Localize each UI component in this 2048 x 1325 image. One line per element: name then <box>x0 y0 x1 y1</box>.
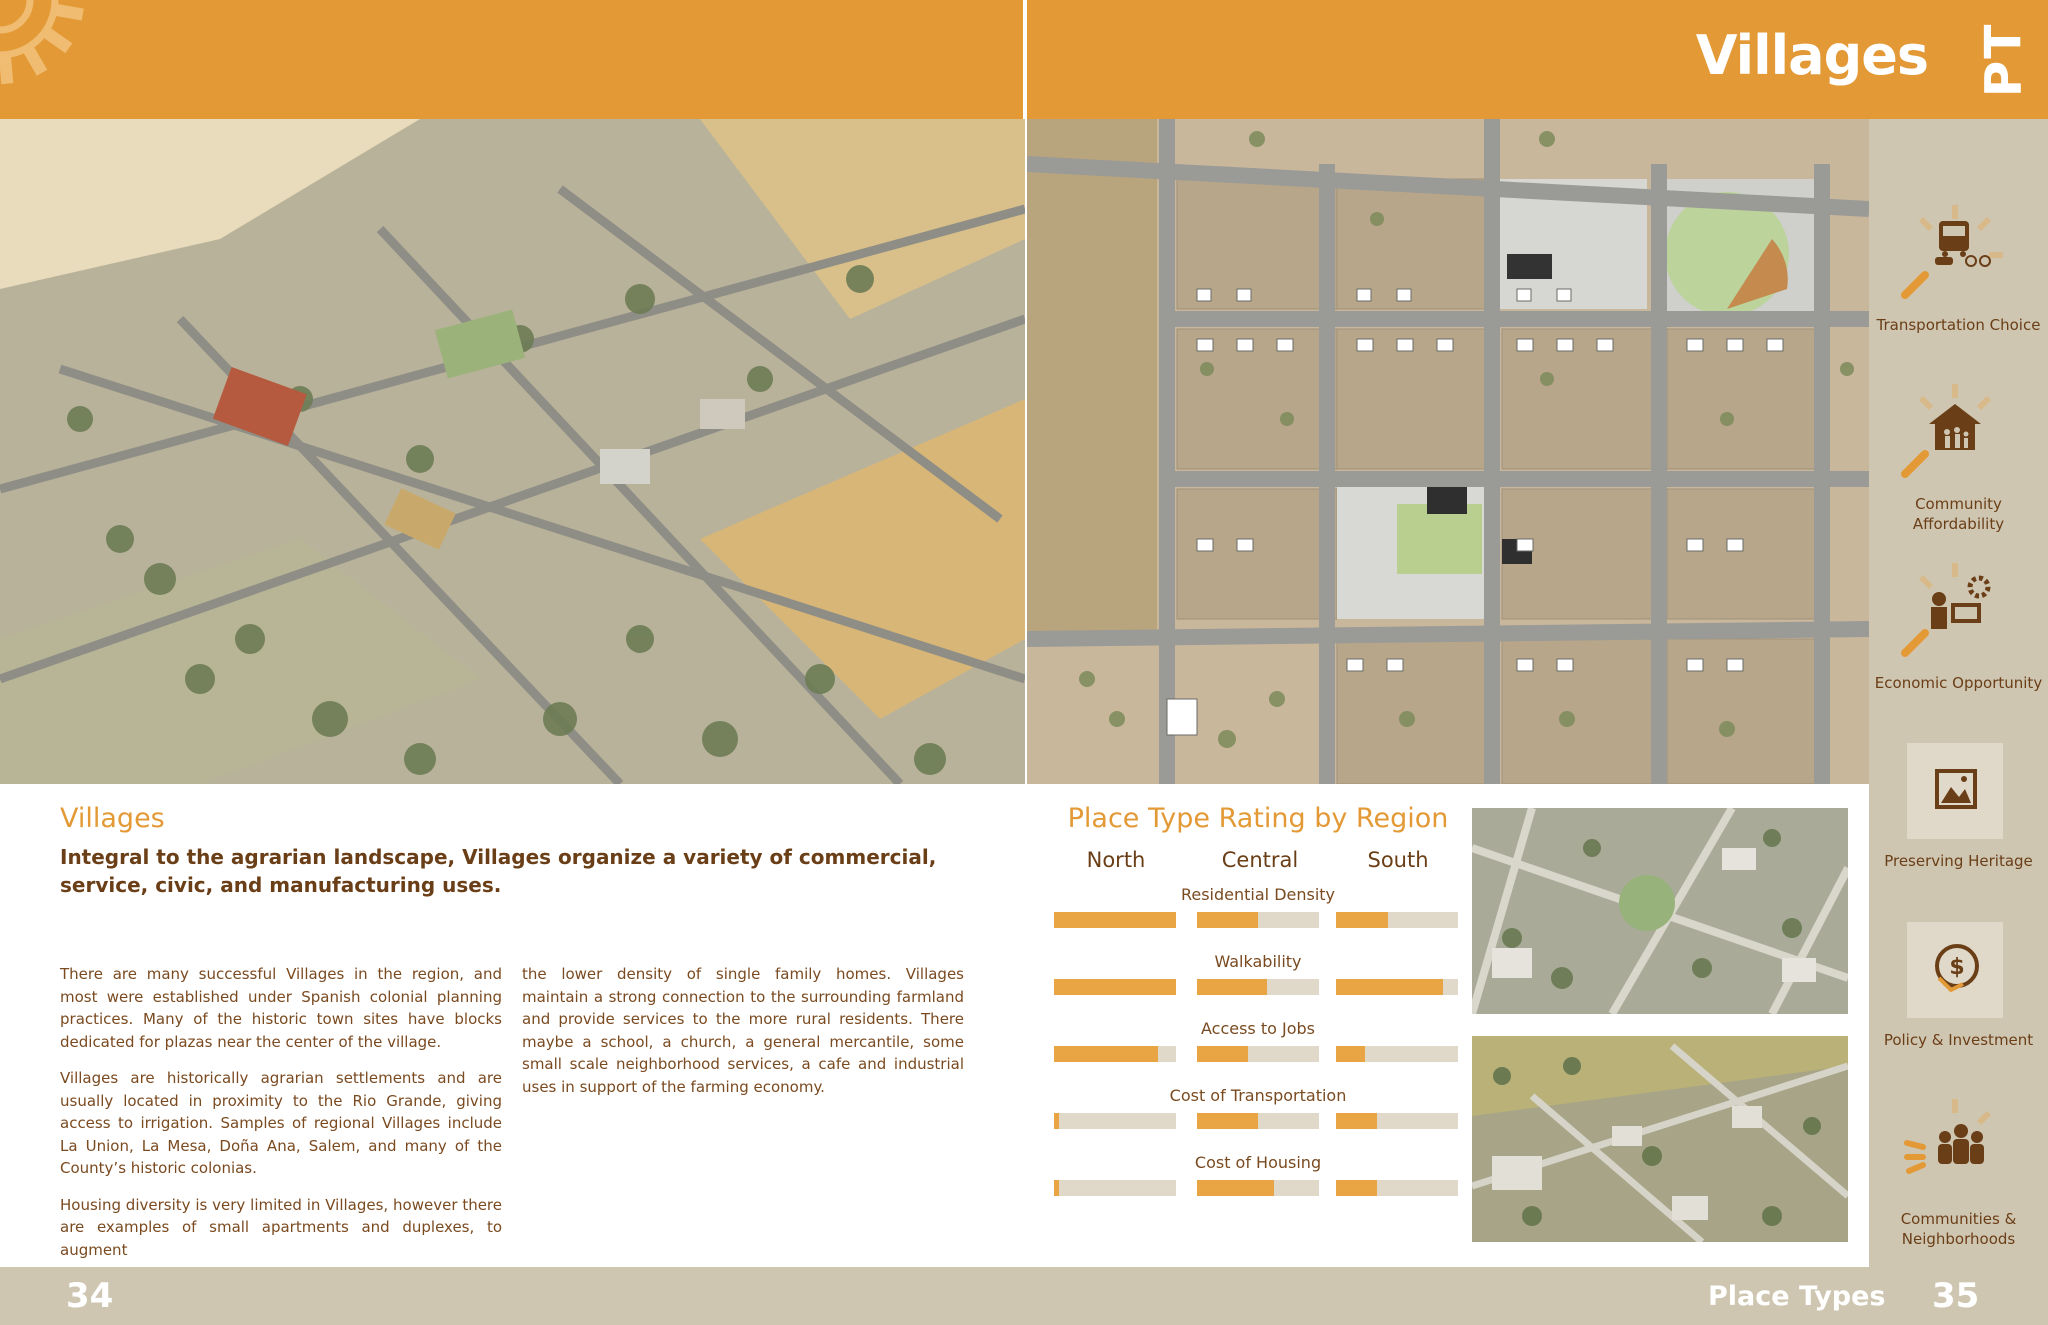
sidebar-item-policy <box>1869 906 2048 1076</box>
sidebar-item-label: Transportation Choice <box>1876 316 2041 334</box>
rating-fill <box>1197 912 1258 928</box>
rating-bar <box>1054 1180 1176 1196</box>
rating-bar <box>1197 912 1319 928</box>
region-central: Central <box>1221 848 1299 872</box>
rating-bar <box>1054 912 1176 928</box>
rating-fill <box>1054 1180 1059 1196</box>
rating-bar <box>1054 979 1176 995</box>
body-paragraph: There are many successful Villages in the region, and most were established under Spanish colonial planning practices. Many of the historic town sites have blocks dedicated for plazas near the center of the village. <box>60 965 502 1051</box>
rating-bar <box>1054 1046 1176 1062</box>
rating-bar <box>1336 979 1458 995</box>
aerial-village-illustration <box>0 119 1025 784</box>
rating-bar <box>1336 1180 1458 1196</box>
rating-fill <box>1054 979 1176 995</box>
body-paragraph: Villages are historically agrarian settlements and are usually located in proximity to the Rio Grande, giving access to irrigation. Samples of regional Villages include La Union, La Mesa, Doña Ana, Salem, and many of the County’s historic colonias. <box>60 1069 502 1177</box>
village-streets-aerial-photo <box>1472 1036 1848 1242</box>
rating-bar <box>1197 1113 1319 1129</box>
rating-fill <box>1054 912 1176 928</box>
sun-gear-icon <box>0 0 105 105</box>
header-bar-left <box>0 0 1023 119</box>
house-family-icon <box>1899 378 2011 490</box>
body-paragraph: Housing diversity is very limited in Villages, however there are examples of small apartments and duplexes, to augment <box>60 1195 502 1259</box>
sidebar-item-communities <box>1869 1085 2048 1255</box>
rating-bar <box>1197 1180 1319 1196</box>
metric-label: Residential Density <box>1180 885 1336 904</box>
sidebar-item-label: Policy & Investment <box>1883 1031 2034 1049</box>
sidebar-item-label: Preserving Heritage <box>1884 852 2033 870</box>
page-title: Villages <box>1695 24 1928 87</box>
place-type-badge <box>1968 20 2038 100</box>
footer-section-label: Place Types <box>1708 1281 1886 1312</box>
rating-fill <box>1197 979 1267 995</box>
sidebar-item-label: Community Affordability <box>1912 495 2005 533</box>
sidebar <box>1869 119 2048 1267</box>
sidebar-item-label: Economic Opportunity <box>1874 674 2043 692</box>
svg-text:$: $ <box>1949 955 1965 980</box>
metric-label: Access to Jobs <box>1200 1019 1315 1038</box>
people-group-icon <box>1899 1093 2011 1205</box>
region-north: North <box>1086 848 1146 872</box>
rating-fill <box>1054 1046 1158 1062</box>
rating-bar <box>1054 1113 1176 1129</box>
sidebar-item-transportation <box>1869 191 2048 361</box>
village-site-plan <box>1027 119 1869 784</box>
rating-fill <box>1054 1113 1059 1129</box>
section-lead: Integral to the agrarian landscape, Villages organize a variety of commercial, service, civic, and manufacturing uses. <box>60 845 937 897</box>
sidebar-item-label: Communities & Neighborhoods <box>1900 1210 2017 1248</box>
metric-label: Cost of Transportation <box>1169 1086 1347 1105</box>
body-column-2 <box>522 963 964 1112</box>
page-number-left: 34 <box>66 1276 114 1316</box>
rating-bar <box>1336 1113 1458 1129</box>
rating-fill <box>1336 979 1443 995</box>
metric-label: Cost of Housing <box>1194 1153 1322 1172</box>
region-south: South <box>1367 848 1429 872</box>
body-paragraph: the lower density of single family homes. Villages maintain a strong connection to the surrounding farmland and provide services to the more rural residents. There maybe a school, a church, a general mercantile, some small scale neighborhood services, a cafe and industrial uses in support of the farming economy. <box>522 965 964 1096</box>
body-column-1 <box>60 963 502 1275</box>
place-type-badge-text: PT <box>1974 22 2033 98</box>
rating-bar <box>1336 912 1458 928</box>
sidebar-item-affordability <box>1869 370 2048 540</box>
rating-fill <box>1197 1180 1274 1196</box>
bus-icon <box>1899 199 2011 311</box>
village-plaza-aerial-photo <box>1472 808 1848 1014</box>
metric-label: Walkability <box>1214 952 1302 971</box>
sidebar-item-economic <box>1869 549 2048 719</box>
rating-bar <box>1197 979 1319 995</box>
rating-fill <box>1336 1046 1365 1062</box>
worker-gear-icon <box>1899 557 2011 669</box>
ratings-title: Place Type Rating by Region <box>1067 803 1449 834</box>
rating-fill <box>1336 1113 1377 1129</box>
money-hand-icon <box>1899 914 2011 1026</box>
rating-bar <box>1336 1046 1458 1062</box>
rating-fill <box>1336 1180 1377 1196</box>
section-title: Villages <box>60 803 165 834</box>
sidebar-item-heritage <box>1869 727 2048 897</box>
page-number-right: 35 <box>1932 1276 1980 1316</box>
rating-bar <box>1197 1046 1319 1062</box>
rating-fill <box>1197 1046 1248 1062</box>
rating-fill <box>1197 1113 1258 1129</box>
rating-fill <box>1336 912 1388 928</box>
picture-frame-icon <box>1899 735 2011 847</box>
